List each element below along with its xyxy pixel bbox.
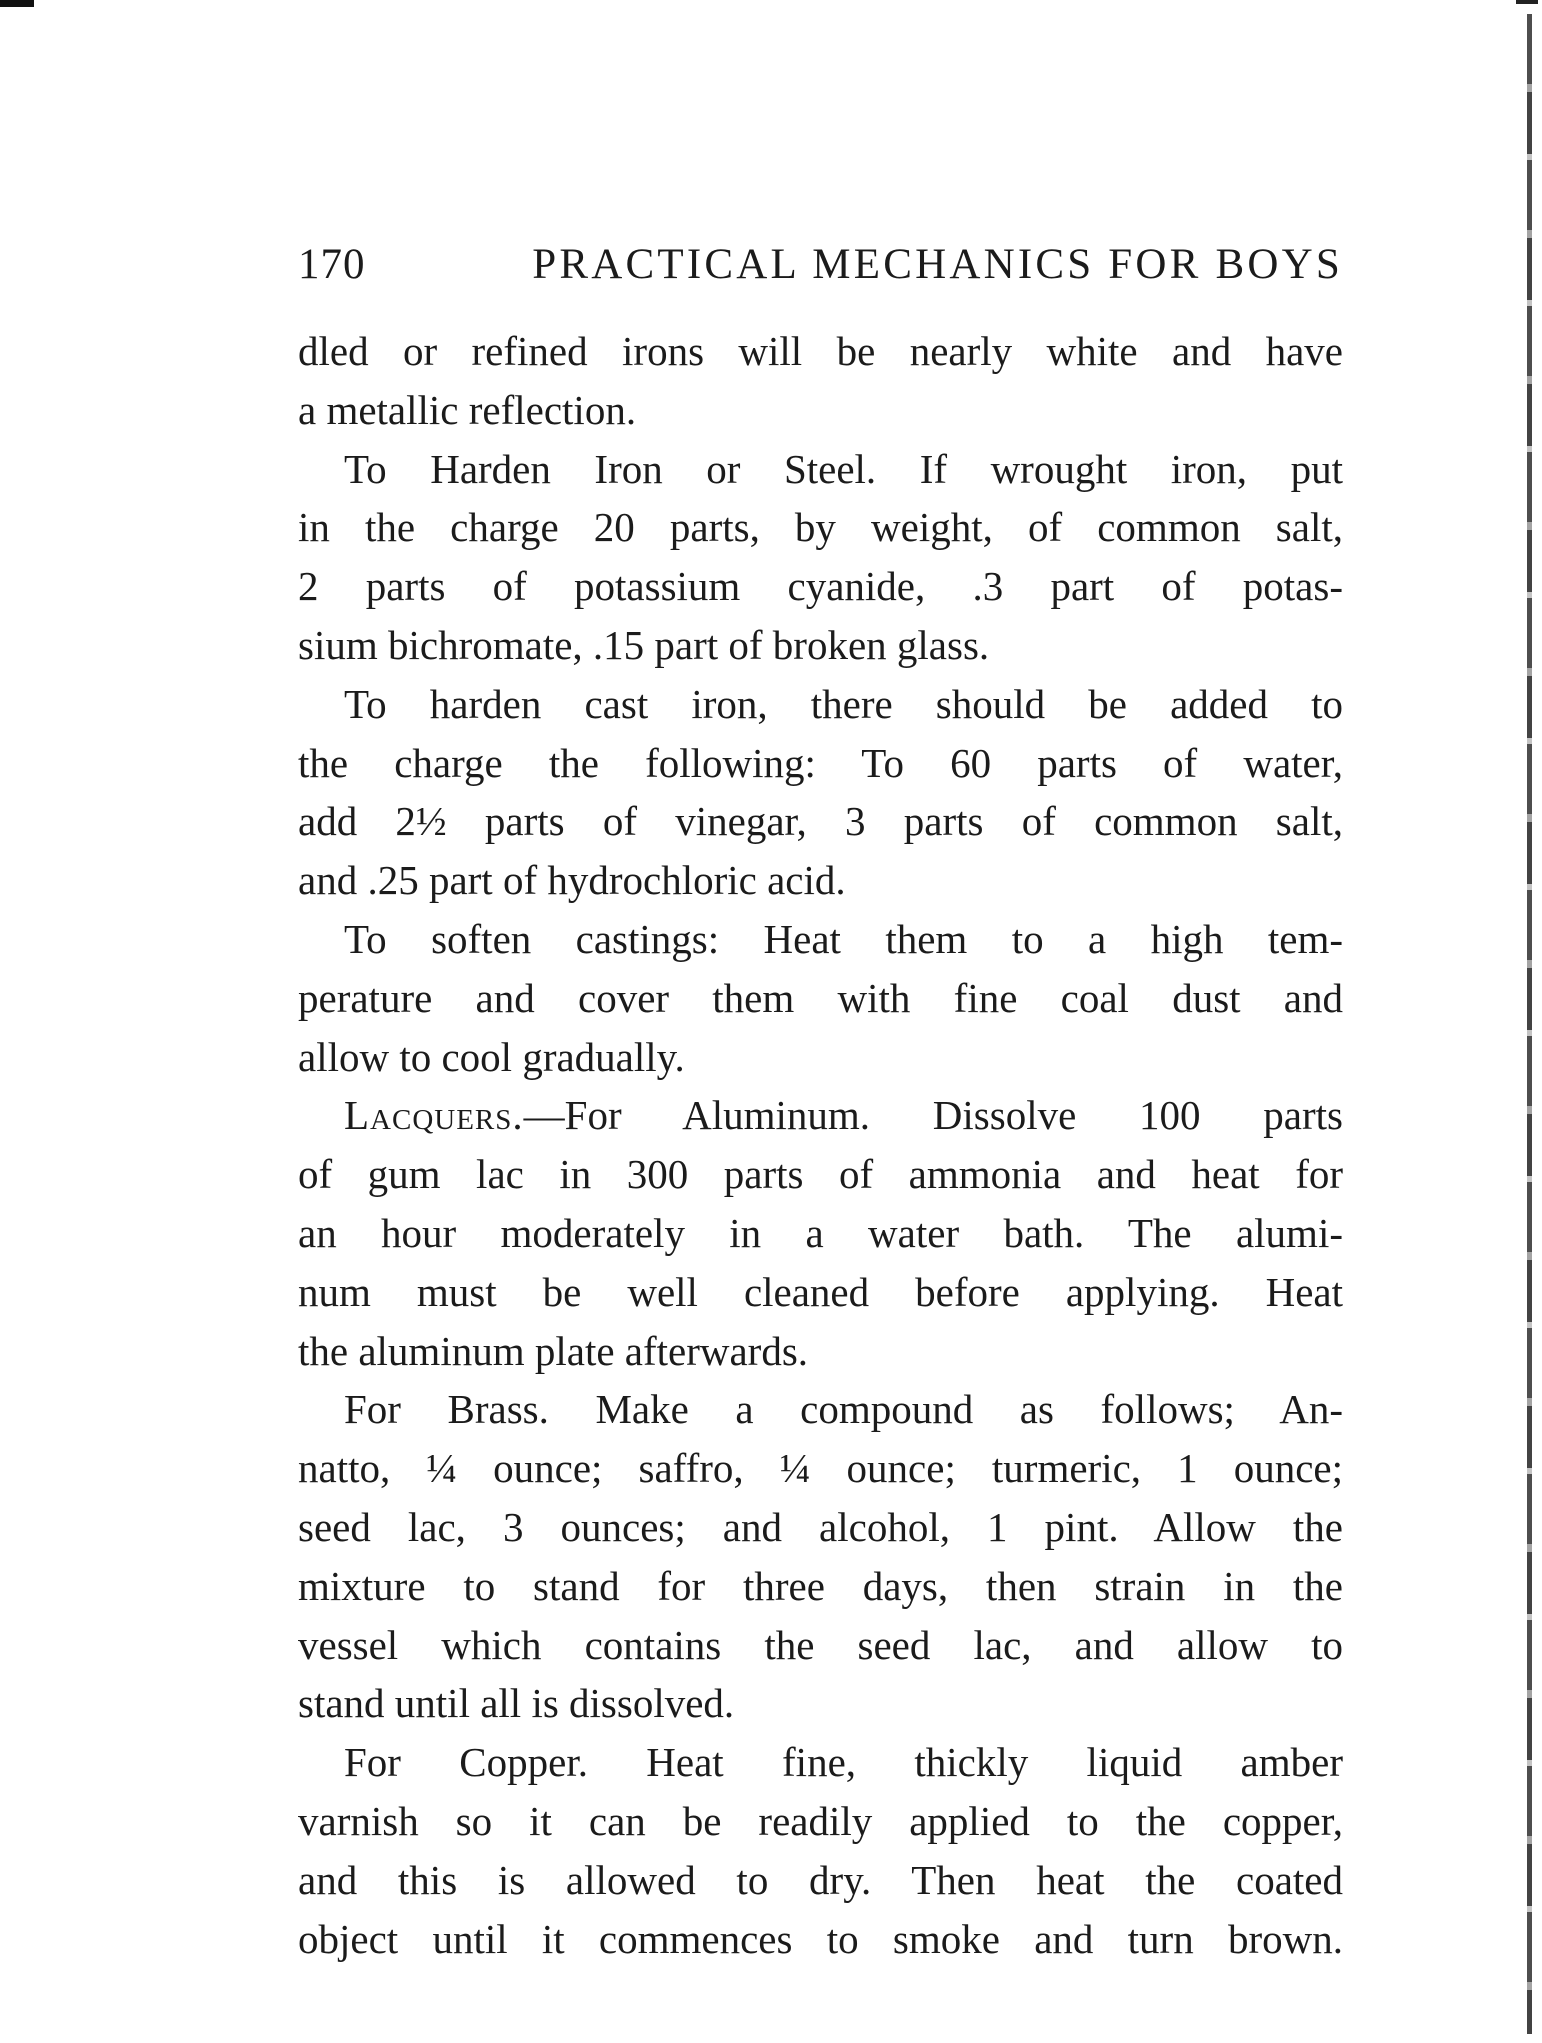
text-line: allow to cool gradually. (298, 1033, 685, 1080)
text-line: vessel which contains the seed lac, and allow to (298, 1621, 1343, 1668)
text-line: object until it commences to smoke and turn brown. (298, 1915, 1343, 1962)
text-line: perature and cover them with fine coal dust and (298, 974, 1343, 1021)
text-line: in the charge 20 parts, by weight, of common salt, (298, 504, 1343, 551)
text-line-lacquers (298, 1086, 1343, 1145)
body-text (298, 322, 1343, 1968)
text-line: and this is allowed to dry. Then heat the coated (298, 1856, 1343, 1903)
binding-shadow (1510, 0, 1542, 2043)
text-line-rest: —For Aluminum. Dissolve 100 parts (523, 1092, 1343, 1139)
text-line: mixture to stand for three days, then strain in the (298, 1562, 1343, 1609)
page-number: 170 (298, 241, 366, 288)
text-line: seed lac, 3 ounces; and alcohol, 1 pint. Allow the (298, 1503, 1343, 1550)
text-line: of gum lac in 300 parts of ammonia and heat for (298, 1151, 1343, 1198)
text-line: the aluminum plate afterwards. (298, 1327, 809, 1374)
text-line: add 2½ parts of vinegar, 3 parts of common salt, (298, 798, 1343, 845)
text-line: To Harden Iron or Steel. If wrought iron, put (344, 445, 1343, 492)
running-head (298, 240, 1343, 302)
text-line: an hour moderately in a water bath. The alumi- (298, 1209, 1343, 1256)
book-title: PRACTICAL MECHANICS FOR BOYS (532, 241, 1343, 288)
text-line: num must be well cleaned before applying. Heat (298, 1268, 1343, 1315)
text-line: a metallic reflection. (298, 386, 637, 433)
text-line: the charge the following: To 60 parts of water, (298, 739, 1343, 786)
text-line: varnish so it can be readily applied to the copper, (298, 1797, 1343, 1844)
text-line: stand until all is dissolved. (298, 1680, 735, 1727)
text-line: For Brass. Make a compound as follows; An- (344, 1386, 1343, 1433)
text-line: and .25 part of hydrochloric acid. (298, 857, 846, 904)
text-line: To soften castings: Heat them to a high tem- (344, 915, 1343, 962)
text-line: For Copper. Heat fine, thickly liquid amber (344, 1739, 1343, 1786)
text-line: dled or refined irons will be nearly white and have (298, 328, 1343, 374)
text-line: sium bichromate, .15 part of broken glass. (298, 621, 990, 668)
text-line: 2 parts of potassium cyanide, .3 part of potas- (298, 563, 1343, 610)
binding-stripe (1527, 14, 1532, 2034)
text-line: To harden cast iron, there should be added to (344, 680, 1343, 727)
binding-top-curl (1516, 0, 1538, 14)
text-line: natto, ¼ ounce; saffro, ¼ ounce; turmeric, 1 ounce; (298, 1445, 1343, 1492)
scan-corner-mark (0, 0, 34, 7)
section-heading-lacquers: Lacquers. (344, 1092, 524, 1139)
